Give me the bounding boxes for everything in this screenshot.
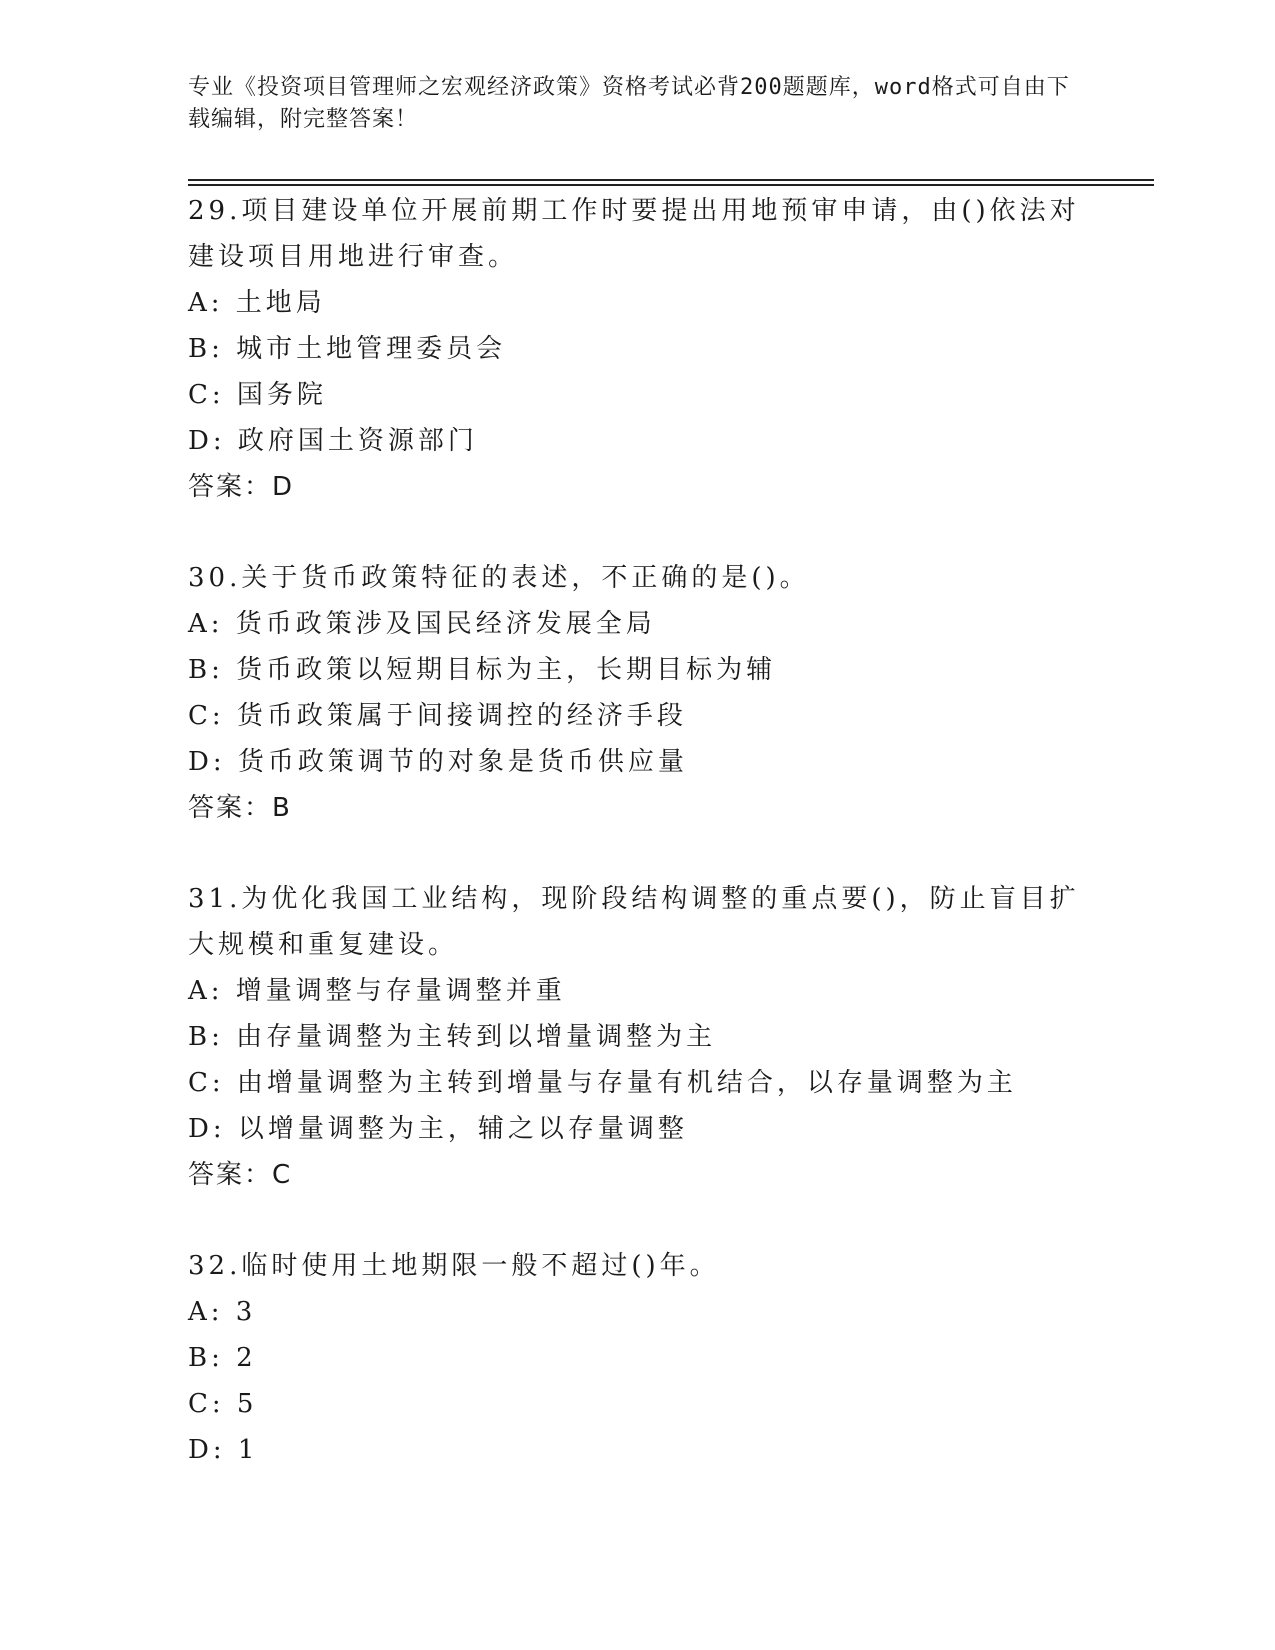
option-d: D: 货币政策调节的对象是货币供应量 <box>188 747 688 777</box>
question-stem: 29.项目建设单位开展前期工作时要提出用地预审申请，由()依法对建设项目用地进行审查。 <box>188 196 1080 272</box>
answer-line: 答案：D <box>188 472 295 502</box>
document-header: 专业《投资项目管理师之宏观经济政策》资格考试必背200题题库，word格式可自由下载编辑，附完整答案！ <box>188 75 1070 132</box>
answer-line: 答案：C <box>188 1160 293 1190</box>
option-c: C: 国务院 <box>188 380 327 410</box>
question-stem: 31.为优化我国工业结构，现阶段结构调整的重点要()，防止盲目扩大规模和重复建设。 <box>188 884 1080 960</box>
option-d: D: 1 <box>188 1435 259 1465</box>
option-a: A: 货币政策涉及国民经济发展全局 <box>188 609 656 639</box>
option-b: B: 由存量调整为主转到以增量调整为主 <box>188 1022 717 1052</box>
option-c: C: 5 <box>188 1389 258 1419</box>
question-stem: 32.临时使用土地期限一般不超过()年。 <box>188 1251 720 1281</box>
question-31 <box>188 876 1088 1198</box>
option-d: D: 政府国土资源部门 <box>188 426 478 456</box>
question-29 <box>188 188 1088 510</box>
question-30 <box>188 555 1088 831</box>
option-b: B: 货币政策以短期目标为主，长期目标为辅 <box>188 655 777 685</box>
option-c: C: 由增量调整为主转到增量与存量有机结合，以存量调整为主 <box>188 1068 1017 1098</box>
answer-line: 答案：B <box>188 793 292 823</box>
question-stem: 30.关于货币政策特征的表述，不正确的是()。 <box>188 563 810 593</box>
option-a: A: 3 <box>188 1297 257 1327</box>
option-b: B: 城市土地管理委员会 <box>188 334 507 364</box>
option-a: A: 增量调整与存量调整并重 <box>188 976 566 1006</box>
option-a: A: 土地局 <box>188 288 326 318</box>
question-list <box>188 188 1088 1518</box>
header-divider-bottom <box>188 184 1154 186</box>
option-c: C: 货币政策属于间接调控的经济手段 <box>188 701 687 731</box>
question-32 <box>188 1243 1088 1473</box>
option-b: B: 2 <box>188 1343 257 1373</box>
header-divider-top <box>188 179 1154 181</box>
option-d: D: 以增量调整为主，辅之以存量调整 <box>188 1114 688 1144</box>
